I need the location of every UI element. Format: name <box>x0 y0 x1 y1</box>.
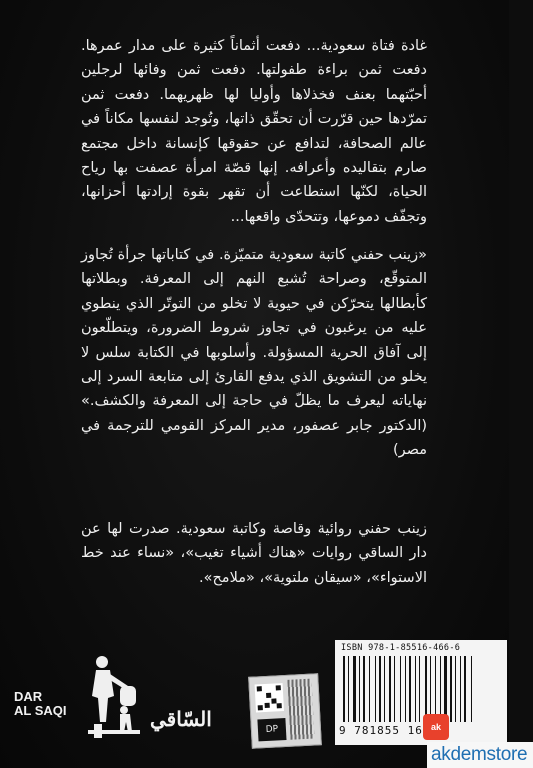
store-name: akdemstore <box>431 744 528 765</box>
barcode-bar <box>363 656 365 722</box>
al-saqi-arabic-logo: السّاقي <box>150 707 212 731</box>
store-bag-icon: ak <box>423 714 449 740</box>
barcode-bar <box>430 656 431 722</box>
qr-code-icon <box>255 683 284 712</box>
barcode-bar <box>471 656 472 722</box>
isbn-label: ISBN 978-1-85516-466-6 <box>341 643 461 653</box>
review-quote-paragraph: «زينب حفني كاتبة سعودية متميّزة. في كتاباتها جرأة تُجاوز المتوقّع، وصراحة تُشبع النهم إلى المعرفة. وبطلاتها كأبطالها يتحرّكن في حيوية لا تخلو من التوتّر الذي ينطوي عليه من يرغبون في تجاوز شروط الضرورة، ويتطلّعون إلى آفاق الحرية المسؤولة. وأسلوبها في الكتابة سلس لا يخلو من التشويق الذي يدفع القارئ إلى متابعة السرد إلى نهاياته ليعرف ما يظلّ في حاجة إلى المعرفة والكشف.» (الدكتور جابر عصفور، مدير المركز القومي للترجمة في مصر) <box>81 247 427 459</box>
barcode-bar <box>440 656 441 722</box>
barcode-bar <box>415 656 416 722</box>
barcode-bar <box>405 656 406 722</box>
isbn-barcode <box>335 640 507 745</box>
barcode-bar <box>369 656 370 722</box>
barcode-bar <box>450 656 452 722</box>
barcode-bar <box>435 656 436 722</box>
dar-al-saqi-logo <box>14 690 67 718</box>
barcode-bar <box>464 656 466 722</box>
author-bio-paragraph: زينب حفني روائية وقاصة وكاتبة سعودية. صدرت لها عن دار الساقي روايات «هناك أشياء تغيب»، «نساء عند خط الاستواء»، «سيقان ملتوية»، «ملامح». <box>81 521 427 586</box>
logo-line-dar: DAR <box>14 689 43 704</box>
barcode-bar <box>425 656 427 722</box>
synopsis-paragraph: غادة فتاة سعودية... دفعت أثماناً كثيرة على مدار عمرها. دفعت ثمن براءة طفولتها. دفعت ثمن وفائها لرجلين أحبّتهما بعنف فخذلاها وأوليا لها ظهريهما. دفعت ثمن تمرّدها حين قرّرت أن تحقّق ذاتها، وتُوجد لنفسها مكاناً في عالم الصحافة، لتدافع عن حقوقها كإنسانة داخل مجتمع صارم بتقاليده وأعرافه. إنها قصّة امرأة عصفت بها رياح الحياة، لكنّها استطاعت أن تقهر بقوة إرادتها أحزانها، وتجفّف دموعها، وتتحدّى واقعها... <box>81 38 427 225</box>
distributor-sticker <box>248 673 322 749</box>
barcode-bar <box>419 656 420 722</box>
akdemstore-watermark <box>427 742 533 768</box>
water-carrier-figure-icon <box>80 652 146 744</box>
sticker-barcode-strip <box>287 679 314 740</box>
barcode-bar <box>343 656 345 722</box>
barcode-bar <box>394 656 395 722</box>
barcode-bar <box>353 656 356 722</box>
barcode-bar <box>460 656 461 722</box>
barcode-bar <box>455 656 456 722</box>
barcode-bar <box>409 656 411 722</box>
barcode-bar <box>359 656 360 722</box>
barcode-digits: 9 781855 16 <box>339 724 423 737</box>
barcode-bar <box>444 656 447 722</box>
barcode-bar <box>379 656 381 722</box>
barcode-bar <box>348 656 349 722</box>
barcode-bar <box>384 656 385 722</box>
barcode-bar <box>375 656 376 722</box>
barcode-bar <box>389 656 391 722</box>
sticker-badge: DP <box>257 718 286 741</box>
barcode-bar <box>400 656 401 722</box>
logo-line-al-saqi: AL SAQI <box>14 703 67 718</box>
barcode-bars <box>343 656 499 722</box>
